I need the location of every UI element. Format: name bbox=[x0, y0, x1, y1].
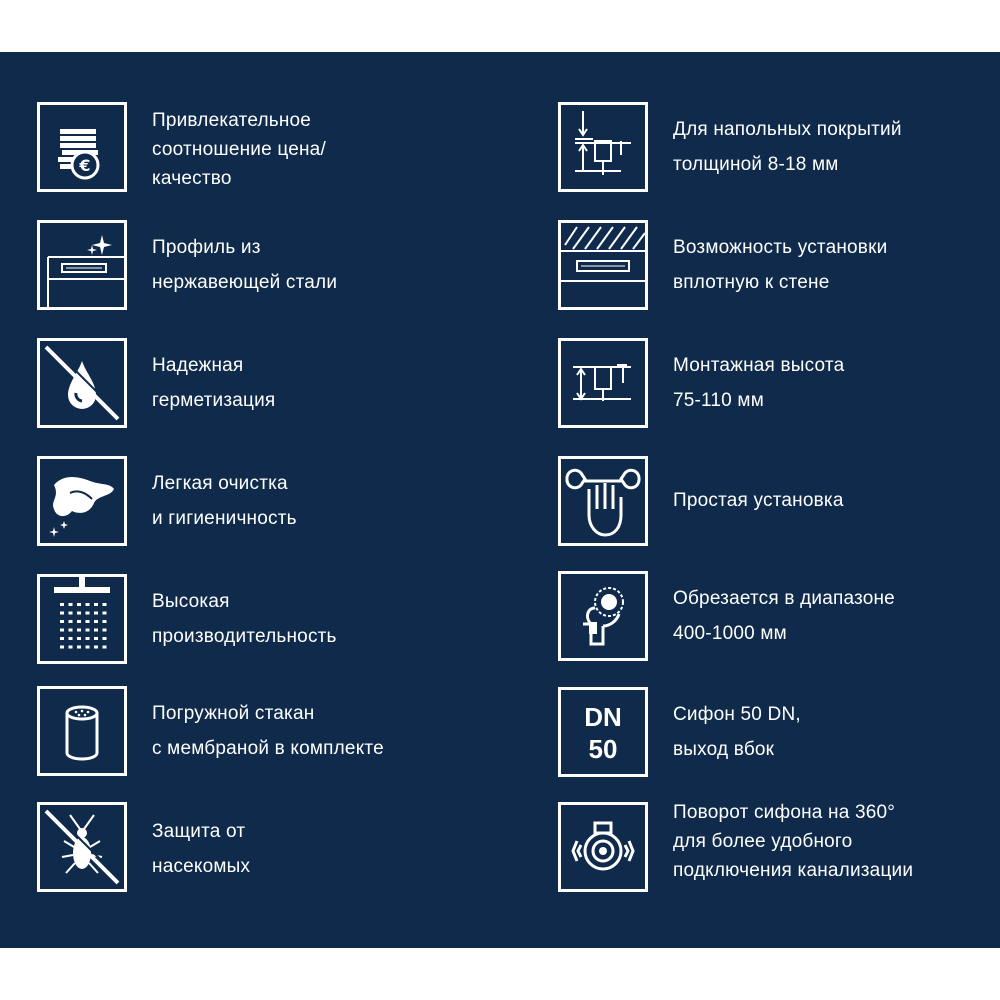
feature-line: насекомых bbox=[152, 856, 251, 877]
feature-line: 400-1000 мм bbox=[673, 623, 787, 644]
feature-line: герметизация bbox=[152, 390, 276, 411]
crossed-cockroach-icon bbox=[37, 802, 127, 892]
feature-line: соотношение цена/ bbox=[152, 139, 326, 160]
feature-line: Для напольных покрытий bbox=[673, 119, 902, 140]
feature-line: Профиль из bbox=[152, 237, 261, 258]
wall-adjacent-icon bbox=[558, 220, 648, 310]
feature-line: Простая установка bbox=[673, 490, 844, 511]
euro-coins-icon bbox=[37, 102, 127, 192]
feature-line: с мембраной в комплекте bbox=[152, 738, 384, 759]
floor-thickness-icon bbox=[558, 102, 648, 192]
feature-line: Легкая очистка bbox=[152, 473, 288, 494]
feature-line: Сифон 50 DN, bbox=[673, 704, 801, 725]
steel-profile-sparkle-icon bbox=[37, 220, 127, 310]
cup-insert-icon bbox=[37, 686, 127, 776]
feature-line: 75-110 мм bbox=[673, 390, 764, 411]
cleaning-cloth-icon bbox=[37, 456, 127, 546]
saw-cutting-icon bbox=[558, 571, 648, 661]
feature-line: толщиной 8-18 мм bbox=[673, 154, 839, 175]
fifty-text: 50 bbox=[588, 734, 618, 764]
feature-line: и гигиеничность bbox=[152, 508, 297, 529]
feature-line: Погружной стакан bbox=[152, 703, 315, 724]
dn-text: DN bbox=[584, 702, 622, 732]
feature-line: Поворот сифона на 360° bbox=[673, 802, 896, 823]
feature-line: подключения канализации bbox=[673, 860, 914, 881]
siphon-rotation-icon bbox=[558, 802, 648, 892]
feature-line: Высокая bbox=[152, 591, 230, 612]
crossed-drop-icon bbox=[37, 338, 127, 428]
feature-line: Надежная bbox=[152, 355, 244, 376]
feature-line: выход вбок bbox=[673, 739, 775, 760]
dn50-label-icon bbox=[558, 687, 648, 777]
feature-line: Возможность установки bbox=[673, 237, 888, 258]
feature-line: вплотную к стене bbox=[673, 272, 830, 293]
feature-line: Защита от bbox=[152, 821, 246, 842]
shower-head-icon bbox=[37, 574, 127, 664]
svg-text:€: € bbox=[79, 156, 91, 175]
features-panel bbox=[0, 52, 1000, 948]
feature-line: качество bbox=[152, 168, 232, 189]
feature-line: Монтажная высота bbox=[673, 355, 845, 376]
feature-line: производительность bbox=[152, 626, 337, 647]
hand-wrench-icon bbox=[558, 456, 648, 546]
feature-line: Привлекательное bbox=[152, 110, 312, 131]
mounting-height-icon bbox=[558, 338, 648, 428]
feature-line: Обрезается в диапазоне bbox=[673, 588, 895, 609]
feature-line: для более удобного bbox=[673, 831, 853, 852]
feature-line: нержавеющей стали bbox=[152, 272, 338, 293]
